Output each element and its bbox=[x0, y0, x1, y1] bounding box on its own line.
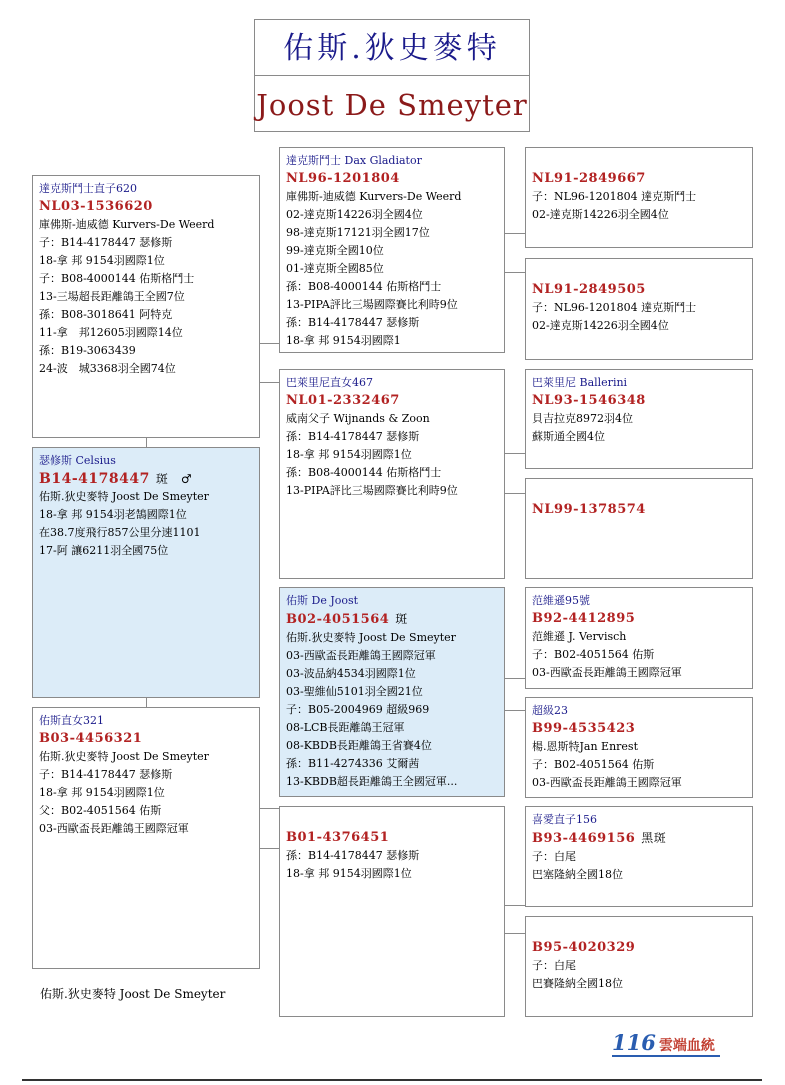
sire-dam-ring-number: NL01-2332467 bbox=[286, 393, 400, 408]
dam-sire-info: 03-西歐盃長距離鴿王國際冠軍 bbox=[286, 649, 436, 662]
sire-sire-info: 02-達克斯14226羽全國4位 bbox=[286, 208, 423, 221]
connector bbox=[146, 698, 147, 707]
dam-sire-name: 佑斯 De Joost bbox=[286, 594, 359, 607]
sire-info: 孫：B08-3018641 阿特克 bbox=[39, 308, 173, 321]
sire-sire-info: 18-拿 邦 9154羽國際1 bbox=[286, 334, 401, 347]
dam-info: 子：B14-4178447 瑟修斯 bbox=[39, 768, 173, 781]
dam-dam-sire-name: 喜愛直子156 bbox=[532, 813, 597, 826]
sire-sire-info: 孫：B08-4000144 佑斯格鬥士 bbox=[286, 280, 442, 293]
sire-sire-info: 98-達克斯17121羽全國17位 bbox=[286, 226, 430, 239]
sire-dam-info: 13-PIPA評比三場國際賽比利時9位 bbox=[286, 484, 458, 497]
sire-sire-info: 孫：B14-4178447 瑟修斯 bbox=[286, 316, 420, 329]
logo[interactable] bbox=[612, 1030, 715, 1056]
sire-name: 達克斯鬥士直子620 bbox=[39, 182, 137, 195]
dam-sire-dam-ring-number: B99-4535423 bbox=[532, 721, 636, 736]
sire-dam-sire-info: 蘇斯通全國4位 bbox=[532, 430, 605, 443]
dam-sire-info: 08-LCB長距離鴿王冠軍 bbox=[286, 721, 405, 734]
sire-sire-sire-info: 02-達克斯14226羽全國4位 bbox=[532, 208, 669, 221]
connector bbox=[504, 678, 525, 679]
dam-dam-sire-info: 巴塞隆納全國18位 bbox=[532, 868, 623, 881]
subject-card[interactable] bbox=[32, 447, 260, 698]
dam-sire-color: 斑 bbox=[395, 612, 408, 626]
dam-sire-ring-number: B02-4051564 bbox=[286, 612, 390, 627]
dam-sire-info: 08-KBDB長距離鴿王省賽4位 bbox=[286, 739, 432, 752]
dam-dam-dam-ring-number: B95-4020329 bbox=[532, 940, 636, 955]
dam-dam-info: 18-拿 邦 9154羽國際1位 bbox=[286, 867, 412, 880]
dam-dam-sire-ring-line bbox=[532, 829, 746, 848]
owner-note: 佑斯.狄史麥特 Joost De Smeyter bbox=[40, 987, 226, 1001]
subject-ring-line bbox=[39, 470, 253, 488]
sire-dam-sire-info: 貝吉拉克8972羽4位 bbox=[532, 412, 633, 425]
title-chinese-name: 佑斯.狄史麥特 bbox=[255, 20, 529, 76]
sire-dam-dam-card[interactable] bbox=[525, 478, 753, 579]
sire-sire-name: 達克斯鬥士 Dax Gladiator bbox=[286, 154, 422, 167]
dam-sire-sire-card[interactable] bbox=[525, 587, 753, 689]
dam-dam-sire-info: 子：白尾 bbox=[532, 850, 576, 863]
dam-sire-sire-name: 范維遜95號 bbox=[532, 594, 590, 607]
subject-name: 瑟修斯 Celsius bbox=[39, 454, 116, 467]
connector bbox=[504, 710, 525, 711]
sire-dam-card[interactable] bbox=[279, 369, 505, 579]
logo-number: 116 bbox=[612, 1030, 656, 1055]
dam-info: 18-拿 邦 9154羽國際1位 bbox=[39, 786, 165, 799]
dam-dam-dam-card[interactable] bbox=[525, 916, 753, 1017]
sire-sire-sire-ring-number: NL91-2849667 bbox=[532, 171, 646, 186]
dam-sire-info: 13-KBDB超長距離鴿王全國冠軍... bbox=[286, 775, 458, 788]
dam-dam-info: 孫：B14-4178447 瑟修斯 bbox=[286, 849, 420, 862]
sire-info: 24-波 城3368羽全國74位 bbox=[39, 362, 176, 375]
sire-dam-dam-ring-number: NL99-1378574 bbox=[532, 502, 646, 517]
dam-info: 03-西歐盃長距離鴿王國際冠軍 bbox=[39, 822, 189, 835]
connector bbox=[504, 272, 525, 273]
connector bbox=[504, 905, 525, 906]
subject-ring-number: B14-4178447 bbox=[39, 471, 150, 487]
sire-dam-info: 孫：B14-4178447 瑟修斯 bbox=[286, 430, 420, 443]
dam-info: 佑斯.狄史麥特 Joost De Smeyter bbox=[39, 750, 209, 763]
dam-dam-card[interactable] bbox=[279, 806, 505, 1017]
sire-dam-sire-card[interactable] bbox=[525, 369, 753, 469]
sire-sire-info: 01-達克斯全國85位 bbox=[286, 262, 384, 275]
dam-dam-dam-info: 巴賽隆納全國18位 bbox=[532, 977, 623, 990]
dam-sire-info: 子：B05-2004969 超級969 bbox=[286, 703, 430, 716]
sire-sire-info: 庫佛斯-迪威德 Kurvers-De Weerd bbox=[286, 190, 462, 203]
connector bbox=[504, 493, 525, 494]
dam-sire-info: 03-波品納4534羽國際1位 bbox=[286, 667, 416, 680]
subject-color-sex: 斑 ♂ bbox=[155, 472, 193, 486]
sire-info: 庫佛斯-迪威德 Kurvers-De Weerd bbox=[39, 218, 215, 231]
sire-info: 子：B08-4000144 佑斯格鬥士 bbox=[39, 272, 195, 285]
subject-info: 17-阿 讓6211羽全國75位 bbox=[39, 544, 169, 557]
dam-sire-sire-ring-number: B92-4412895 bbox=[532, 611, 636, 626]
sire-sire-dam-ring-number: NL91-2849505 bbox=[532, 282, 646, 297]
subject-info: 18-拿 邦 9154羽老鵠國際1位 bbox=[39, 508, 187, 521]
sire-sire-ring-number: NL96-1201804 bbox=[286, 171, 400, 186]
bottom-divider bbox=[22, 1079, 762, 1081]
dam-card[interactable] bbox=[32, 707, 260, 969]
sire-info: 11-拿 邦12605羽國際14位 bbox=[39, 326, 183, 339]
connector bbox=[504, 453, 525, 454]
dam-sire-sire-info: 子：B02-4051564 佑斯 bbox=[532, 648, 655, 661]
dam-sire-ring-line bbox=[286, 610, 498, 629]
logo-text: 雲端血統 bbox=[658, 1038, 715, 1054]
connector bbox=[259, 808, 280, 809]
sire-dam-info: 孫：B08-4000144 佑斯格鬥士 bbox=[286, 466, 442, 479]
connector bbox=[146, 438, 147, 447]
dam-sire-sire-info: 范維遜 J. Vervisch bbox=[532, 630, 627, 643]
dam-sire-dam-info: 子：B02-4051564 佑斯 bbox=[532, 758, 655, 771]
dam-sire-info: 佑斯.狄史麥特 Joost De Smeyter bbox=[286, 631, 456, 644]
connector bbox=[504, 933, 525, 934]
sire-dam-sire-ring-number: NL93-1546348 bbox=[532, 393, 646, 408]
connector bbox=[259, 848, 280, 849]
title-box bbox=[254, 19, 530, 132]
subject-info: 在38.7度飛行857公里分速1101 bbox=[39, 526, 201, 539]
dam-dam-ring-number: B01-4376451 bbox=[286, 830, 390, 845]
sire-sire-card[interactable] bbox=[279, 147, 505, 353]
sire-ring-number: NL03-1536620 bbox=[39, 199, 153, 214]
connector bbox=[259, 382, 280, 383]
sire-sire-dam-info: 子：NL96-1201804 達克斯鬥士 bbox=[532, 301, 697, 314]
sire-info: 18-拿 邦 9154羽國際1位 bbox=[39, 254, 165, 267]
connector bbox=[504, 233, 525, 234]
dam-dam-sire-color: 黑斑 bbox=[641, 831, 667, 845]
sire-dam-info: 18-拿 邦 9154羽國際1位 bbox=[286, 448, 412, 461]
dam-sire-card[interactable] bbox=[279, 587, 505, 797]
dam-dam-sire-ring-number: B93-4469156 bbox=[532, 831, 636, 846]
sire-sire-sire-info: 子：NL96-1201804 達克斯鬥士 bbox=[532, 190, 697, 203]
sire-info: 孫：B19-3063439 bbox=[39, 344, 136, 357]
dam-sire-info: 孫：B11-4274336 艾爾茜 bbox=[286, 757, 420, 770]
sire-sire-info: 99-達克斯全國10位 bbox=[286, 244, 384, 257]
sire-sire-info: 13-PIPA評比三場國際賽比利時9位 bbox=[286, 298, 458, 311]
dam-sire-info: 03-聖維仙5101羽全國21位 bbox=[286, 685, 423, 698]
dam-info: 父：B02-4051564 佑斯 bbox=[39, 804, 162, 817]
sire-sire-dam-card[interactable] bbox=[525, 258, 753, 360]
dam-sire-dam-info: 楊.恩斯特Jan Enrest bbox=[532, 740, 638, 753]
sire-info: 13-三場超長距離鴿王全國7位 bbox=[39, 290, 185, 303]
sire-dam-name: 巴萊里尼直女467 bbox=[286, 376, 373, 389]
subject-info: 佑斯.狄史麥特 Joost De Smeyter bbox=[39, 490, 209, 503]
dam-sire-dam-card[interactable] bbox=[525, 697, 753, 798]
dam-name: 佑斯直女321 bbox=[39, 714, 104, 727]
sire-info: 子：B14-4178447 瑟修斯 bbox=[39, 236, 173, 249]
dam-sire-dam-info: 03-西歐盃長距離鴿王國際冠軍 bbox=[532, 776, 682, 789]
dam-sire-sire-info: 03-西歐盃長距離鴿王國際冠軍 bbox=[532, 666, 682, 679]
dam-dam-dam-info: 子：白尾 bbox=[532, 959, 576, 972]
dam-ring-number: B03-4456321 bbox=[39, 731, 143, 746]
sire-dam-sire-name: 巴萊里尼 Ballerini bbox=[532, 376, 628, 389]
connector bbox=[259, 343, 280, 344]
sire-dam-info: 威南父子 Wijnands & Zoon bbox=[286, 412, 430, 425]
dam-sire-dam-name: 超級23 bbox=[532, 704, 568, 717]
dam-dam-sire-card[interactable] bbox=[525, 806, 753, 907]
logo-underline bbox=[612, 1055, 720, 1057]
title-english-name: Joost De Smeyter bbox=[256, 88, 528, 122]
sire-sire-sire-card[interactable] bbox=[525, 147, 753, 248]
sire-card[interactable] bbox=[32, 175, 260, 438]
sire-sire-dam-info: 02-達克斯14226羽全國4位 bbox=[532, 319, 669, 332]
